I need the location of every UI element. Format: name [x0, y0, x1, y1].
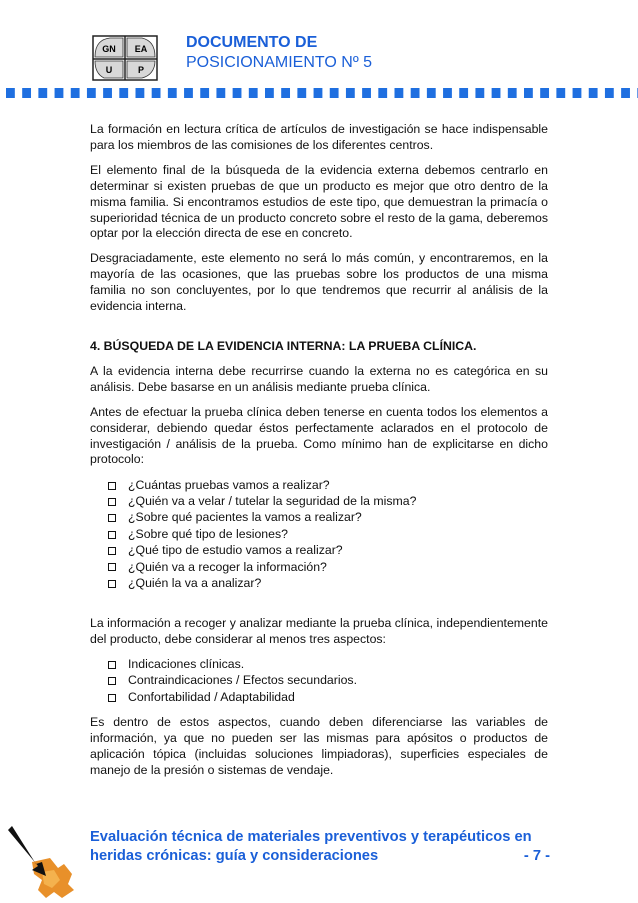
- list-item: ¿Quién va a recoger la información?: [108, 559, 548, 575]
- paragraph-7: Es dentro de estos aspectos, cuando deben diferenciarse las variables de información, ya que no pueden ser las mismas para apósitos o productos de aplicación tópica (incluidas soluciones limpiadoras), superficies especiales de manejo de la presión o sistemas de vendaje.: [90, 715, 548, 777]
- footer-line2: heridas crónicas: guía y consideraciones: [90, 848, 379, 864]
- aspects-list: [90, 657, 548, 706]
- document-title-line1: DOCUMENTO DE: [186, 34, 318, 51]
- list-item: ¿Quién la va a analizar?: [108, 576, 548, 592]
- page-number: - 7 -: [523, 848, 550, 864]
- checkbox-bullet-icon: [108, 498, 116, 506]
- logo-letters-gn: GN: [102, 44, 116, 54]
- paragraph-3: Desgraciadamente, este elemento no será lo más común, y encontraremos, en la mayoría de las ocasiones, que las pruebas sobre los productos de una misma familia no son concluyentes, por lo que tendremos que recurrir al análisis de la evidencia interna.: [90, 251, 548, 314]
- list-item: ¿Sobre qué tipo de lesiones?: [108, 526, 548, 542]
- paragraph-4: A la evidencia interna debe recurrirse cuando la externa no es categórica en su análisis. Debe basarse en un análisis mediante prueba clínica.: [90, 363, 548, 394]
- checkbox-bullet-icon: [108, 547, 116, 555]
- header-divider: [6, 88, 638, 98]
- checkbox-bullet-icon: [108, 661, 116, 669]
- list-item: Contraindicaciones / Efectos secundarios.: [108, 673, 548, 689]
- questions-list: [90, 477, 548, 592]
- list-item: ¿Qué tipo de estudio vamos a realizar?: [108, 543, 548, 559]
- checkbox-bullet-icon: [108, 531, 116, 539]
- list-item: ¿Sobre qué pacientes la vamos a realizar?: [108, 510, 548, 526]
- list-item: ¿Cuántas pruebas vamos a realizar?: [108, 477, 548, 493]
- list-item: Confortabilidad / Adaptabilidad: [108, 690, 548, 706]
- checkbox-bullet-icon: [108, 563, 116, 571]
- checkbox-bullet-icon: [108, 580, 116, 588]
- footer-line1: Evaluación técnica de materiales preventivos y terapéuticos en: [90, 829, 532, 845]
- paragraph-6: La información a recoger y analizar mediante la prueba clínica, independientemente del producto, debe considerar al menos tres aspectos:: [90, 616, 548, 646]
- arrow-emblem-icon: [2, 822, 76, 900]
- checkbox-bullet-icon: [108, 482, 116, 490]
- paragraph-2: El elemento final de la búsqueda de la evidencia externa debemos centrarlo en determinar si existen pruebas de que un producto es mejor que otro dentro de la misma familia. Si encontramos estudios de este tipo, que demuestran la primacía o superioridad técnica de un producto concreto sobre el resto de la gama, deberemos optar por la elección directa de ese en concreto.: [90, 162, 548, 241]
- paragraph-1: La formación en lectura crítica de artículos de investigación se hace indispensable para los miembros de las comisiones de los diferentes centros.: [90, 122, 548, 152]
- paragraph-5: Antes de efectuar la prueba clínica deben tenerse en cuenta todos los elementos a considerar, debiendo quedar éstos perfectamente aclarados en el protocolo de investigación / análisis de la prueba. Como mínimo han de explicitarse en dicho protocolo:: [90, 404, 548, 467]
- checkbox-bullet-icon: [108, 677, 116, 685]
- document-title: [186, 33, 372, 73]
- document-body: [90, 122, 548, 788]
- list-item: ¿Quién va a velar / tutelar la seguridad de la misma?: [108, 494, 548, 510]
- gneaupp-logo: [92, 35, 158, 81]
- document-title-line2: POSICIONAMIENTO Nº 5: [186, 54, 373, 71]
- logo-letters-ea: EA: [134, 44, 148, 54]
- logo-letter-p: P: [137, 65, 145, 75]
- checkbox-bullet-icon: [108, 514, 116, 522]
- list-item: Indicaciones clínicas.: [108, 657, 548, 673]
- checkbox-bullet-icon: [108, 694, 116, 702]
- footer-title: [90, 828, 550, 866]
- section-heading: 4. BÚSQUEDA DE LA EVIDENCIA INTERNA: LA PRUEBA CLÍNICA.: [90, 338, 477, 353]
- logo-letter-u: U: [105, 65, 113, 75]
